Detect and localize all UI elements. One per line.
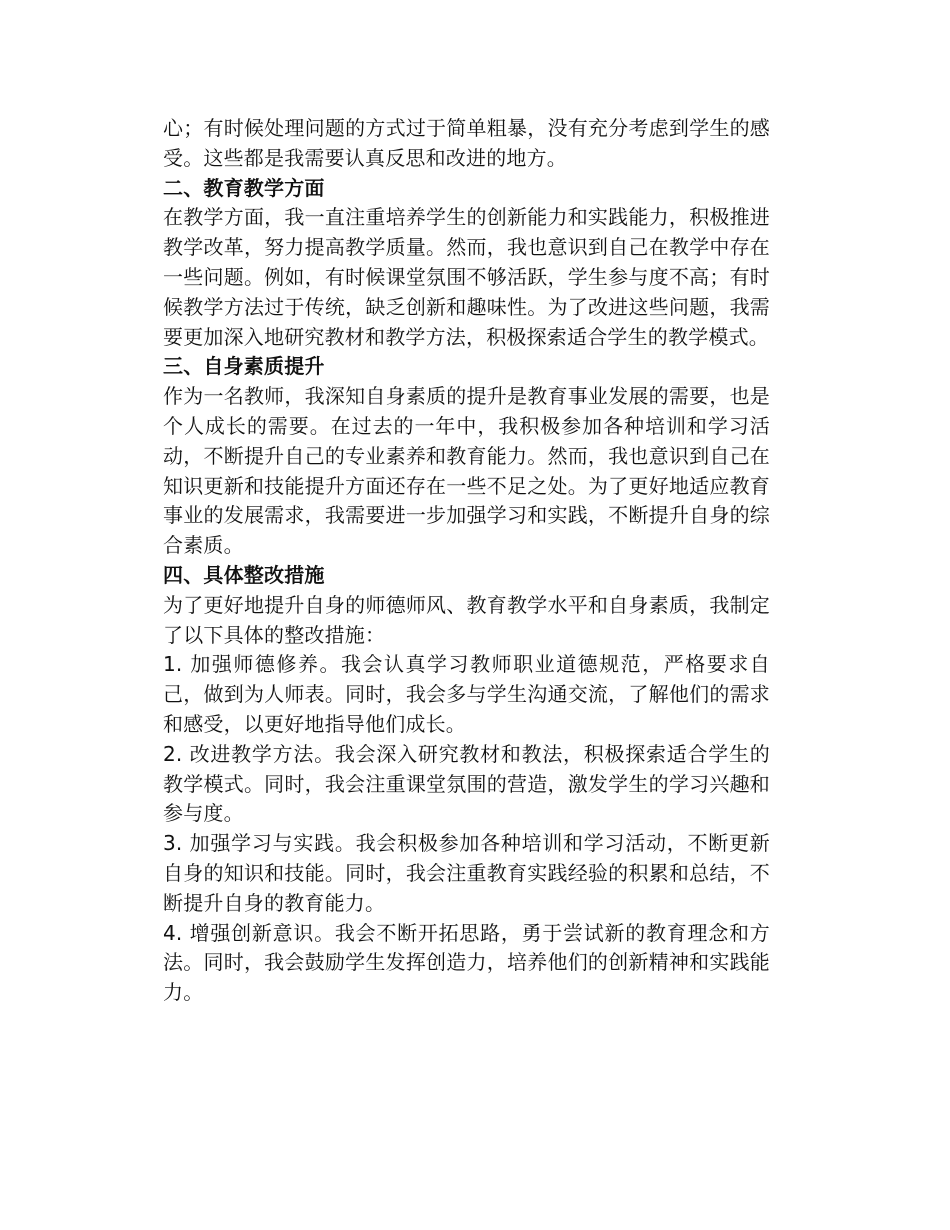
measure-item-3: 3. 加强学习与实践。我会积极参加各种培训和学习活动，不断更新自身的知识和技能。同时，我会注重教育实践经验的积累和总结，不断提升自身的教育能力。	[163, 831, 770, 915]
section-heading-self-improvement: 三、自身素质提升	[163, 354, 325, 379]
section-heading-teaching: 二、教育教学方面	[163, 175, 325, 200]
paragraph-measures-intro: 为了更好地提升自身的师德师风、教育教学水平和自身素质，我制定了以下具体的整改措施：	[163, 592, 770, 647]
document-body	[163, 114, 770, 1008]
paragraph-teaching: 在教学方面，我一直注重培养学生的创新能力和实践能力，积极推进教学改革，努力提高教学质量。然而，我也意识到自己在教学中存在一些问题。例如，有时候课堂氛围不够活跃，学生参与度不高；有时候教学方法过于传统，缺乏创新和趣味性。为了改进这些问题，我需要更加深入地研究教材和教学方法，积极探索适合学生的教学模式。	[163, 205, 770, 349]
measure-item-2: 2. 改进教学方法。我会深入研究教材和教法，积极探索适合学生的教学模式。同时，我会注重课堂氛围的营造，激发学生的学习兴趣和参与度。	[163, 741, 770, 826]
paragraph-self-improvement: 作为一名教师，我深知自身素质的提升是教育事业发展的需要，也是个人成长的需要。在过去的一年中，我积极参加各种培训和学习活动，不断提升自己的专业素养和教育能力。然而，我也意识到自己在知识更新和技能提升方面还存在一些不足之处。为了更好地适应教育事业的发展需求，我需要进一步加强学习和实践，不断提升自身的综合素质。	[163, 384, 770, 558]
measure-item-4: 4. 增强创新意识。我会不断开拓思路，勇于尝试新的教育理念和方法。同时，我会鼓励学生发挥创造力，培养他们的创新精神和实践能力。	[163, 920, 770, 1005]
section-heading-rectification-measures: 四、具体整改措施	[163, 562, 325, 587]
measure-item-1: 1. 加强师德修养。我会认真学习教师职业道德规范，严格要求自己，做到为人师表。同时，我会多与学生沟通交流，了解他们的需求和感受，以更好地指导他们成长。	[163, 652, 770, 736]
paragraph-continued-reflection: 心；有时候处理问题的方式过于简单粗暴，没有充分考虑到学生的感受。这些都是我需要认真反思和改进的地方。	[163, 116, 770, 170]
